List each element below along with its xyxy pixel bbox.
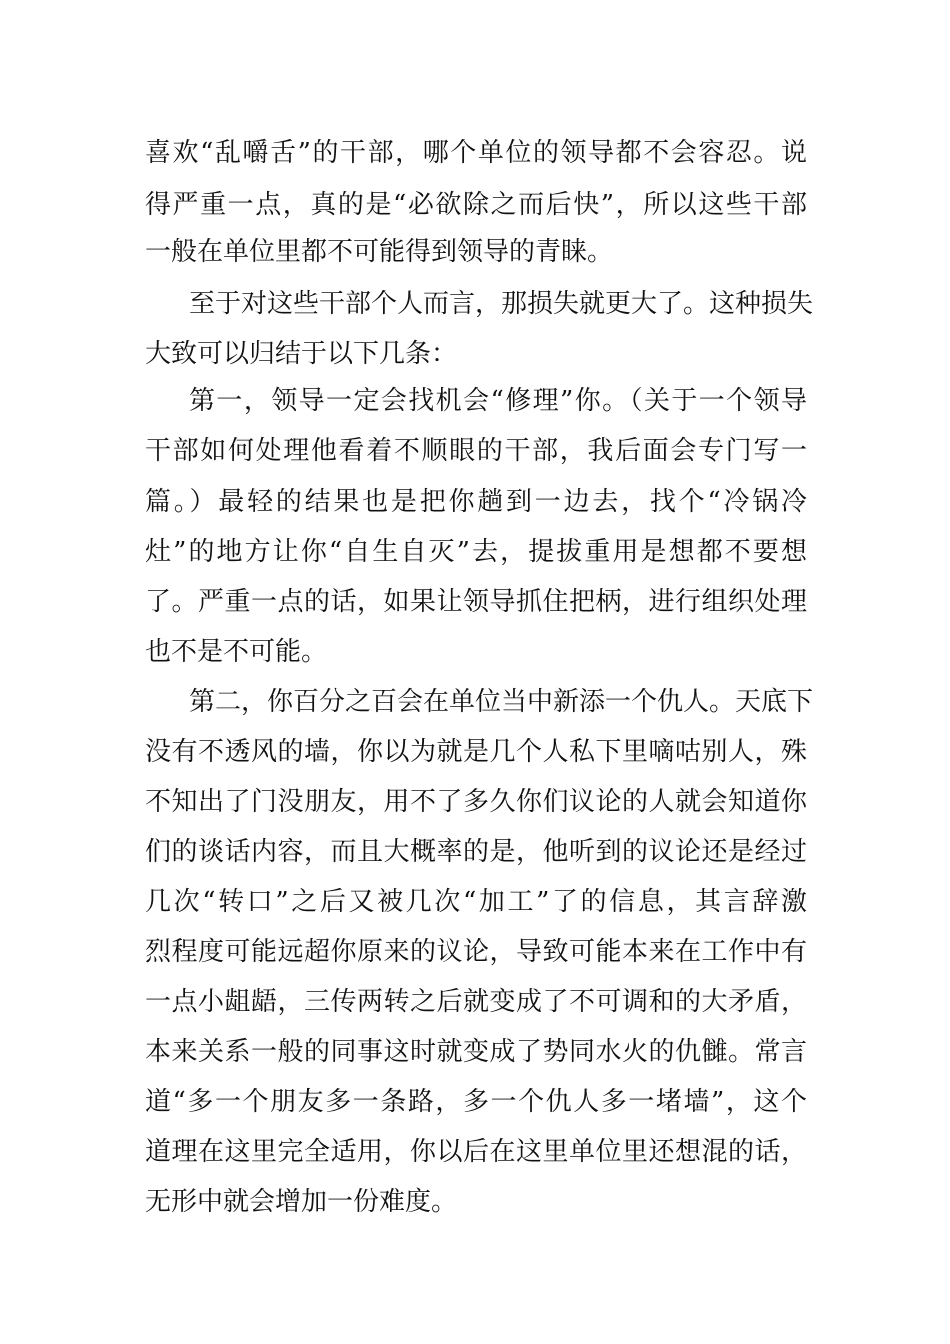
text-line: 没有不透风的墙，你以为就是几个人私下里嘀咕别人，殊 [145,737,807,767]
text-line: 大致可以归结于以下几条： [145,339,458,369]
text-line: 道理在这里完全适用，你以后在这里单位里还想混的话， [145,1137,807,1167]
text-line: 烈程度可能远超你原来的议论，导致可能本来在工作中有 [145,937,807,967]
text-line: 至于对这些干部个人而言，那损失就更大了。这种损失 [189,289,814,319]
text-line: 第二，你百分之百会在单位当中新添一个仇人。天底下 [189,687,814,717]
text-line: 无形中就会增加一份难度。 [145,1187,458,1217]
text-line: 喜欢“乱嚼舌”的干部，哪个单位的领导都不会容忍。说 [145,138,807,168]
text-line: 也不是不可能。 [145,637,328,667]
text-line: 了。严重一点的话，如果让领导抓住把柄，进行组织处理 [145,587,807,617]
text-line: 本来关系一般的同事这时就变成了势同水火的仇雠。常言 [145,1037,807,1067]
text-line: 们的谈话内容，而且大概率的是，他听到的议论还是经过 [145,837,807,867]
text-line: 一点小龃龉，三传两转之后就变成了不可调和的大矛盾， [145,987,807,1017]
text-line: 第一，领导一定会找机会“修理”你。（关于一个领导 [189,386,807,416]
text-line: 不知出了门没朋友，用不了多久你们议论的人就会知道你 [145,787,807,817]
text-line: 干部如何处理他看着不顺眼的干部，我后面会专门写一 [145,436,807,466]
text-line: 几次“转口”之后又被几次“加工”了的信息，其言辞激 [145,887,807,917]
text-line: 篇。）最轻的结果也是把你趟到一边去，找个“冷锅冷 [145,487,807,517]
text-line: 灶”的地方让你“自生自灭”去，提拔重用是想都不要想 [145,537,807,567]
text-line: 得严重一点，真的是“必欲除之而后快”，所以这些干部 [145,190,807,220]
text-line: 道“多一个朋友多一条路，多一个仇人多一堵墙”，这个 [145,1087,807,1117]
text-line: 一般在单位里都不可能得到领导的青睐。 [145,237,614,267]
